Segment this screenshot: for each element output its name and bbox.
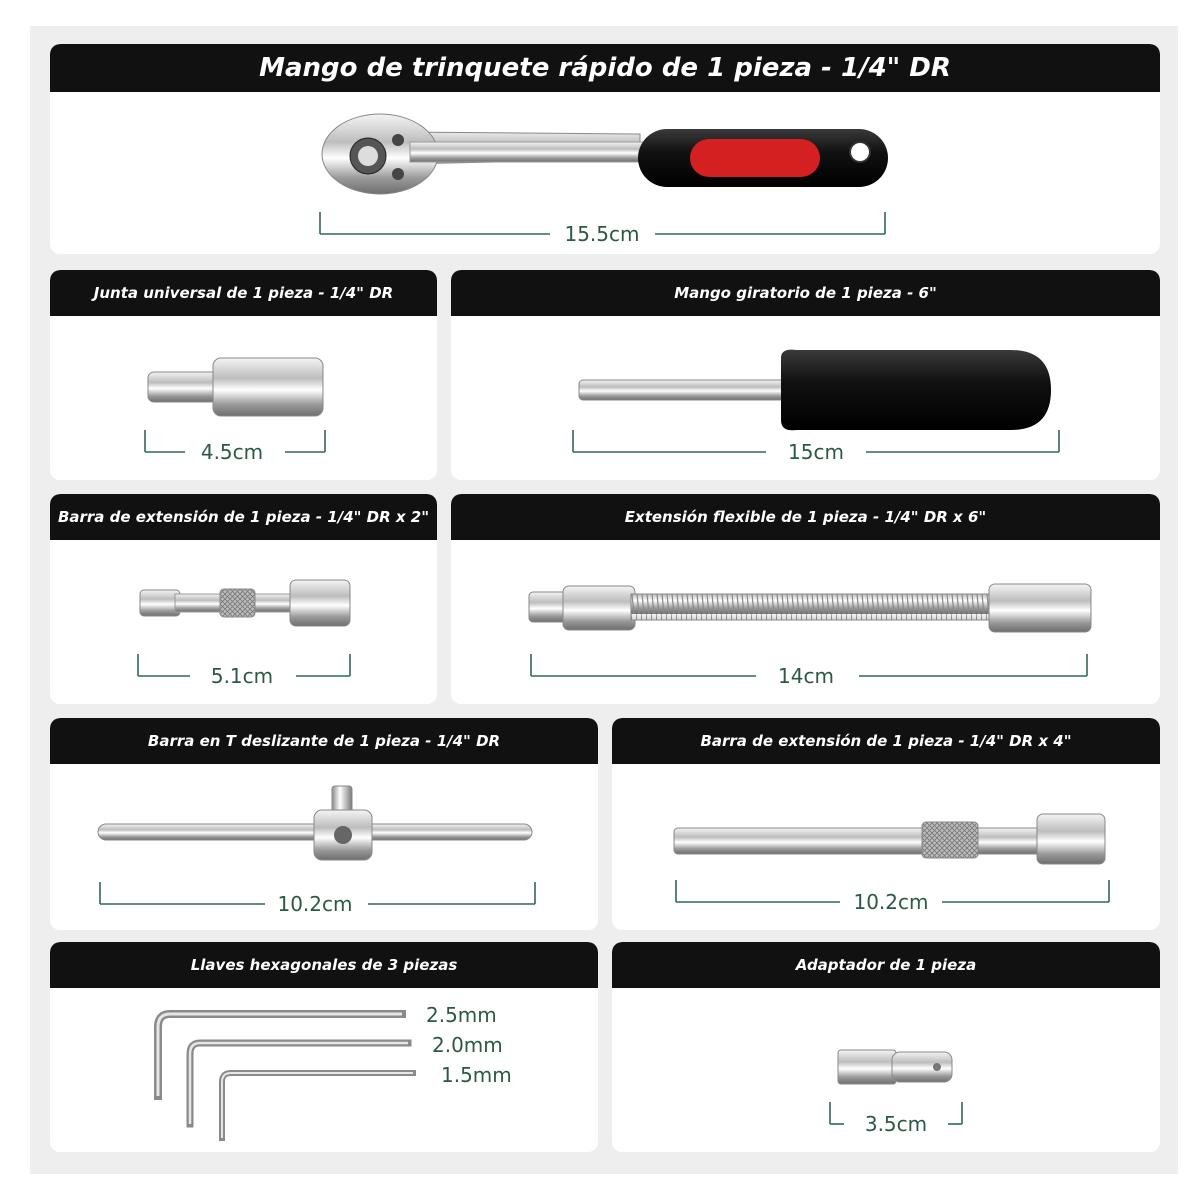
extension-2in-illustration	[50, 494, 437, 704]
measure-label: 3.5cm	[864, 1112, 928, 1136]
card-extension-4in	[612, 718, 1160, 930]
card-adapter	[612, 942, 1160, 1152]
card-extension-2in	[50, 494, 437, 704]
card-title: Llaves hexagonales de 3 piezas	[50, 942, 598, 988]
card-sliding-t-bar	[50, 718, 598, 930]
flexible-extension-illustration	[451, 494, 1160, 704]
sliding-t-bar-illustration	[50, 718, 598, 930]
card-title: Adaptador de 1 pieza	[612, 942, 1160, 988]
product-sheet	[30, 26, 1178, 1174]
card-title: Barra de extensión de 1 pieza - 1/4" DR x 2"	[50, 494, 437, 540]
hex-keys-illustration	[50, 942, 598, 1152]
spinner-grip	[781, 350, 1051, 431]
extension-4in-illustration	[612, 718, 1160, 930]
card-spinner-handle	[451, 270, 1160, 480]
adapter-illustration	[612, 942, 1160, 1152]
measure-label: 10.2cm	[853, 890, 929, 914]
card-flexible-extension	[451, 494, 1160, 704]
size-label: 2.5mm	[426, 1003, 497, 1027]
size-label: 2.0mm	[432, 1033, 503, 1057]
measure-label: 15cm	[788, 440, 844, 464]
universal-joint-illustration	[50, 270, 437, 480]
ratchet-grip	[690, 139, 820, 177]
measure-label: 5.1cm	[210, 664, 274, 688]
card-title: Extensión flexible de 1 pieza - 1/4" DR x 6"	[451, 494, 1160, 540]
card-title: Barra en T deslizante de 1 pieza - 1/4" DR	[50, 718, 598, 764]
card-title: Barra de extensión de 1 pieza - 1/4" DR x 4"	[612, 718, 1160, 764]
spinner-handle-illustration	[451, 270, 1160, 480]
card-title: Mango giratorio de 1 pieza - 6"	[451, 270, 1160, 316]
measure-label: 10.2cm	[277, 892, 353, 916]
card-ratchet	[50, 44, 1160, 254]
measure-label: 4.5cm	[200, 440, 264, 464]
card-title: Junta universal de 1 pieza - 1/4" DR	[50, 270, 437, 316]
size-label: 1.5mm	[441, 1063, 512, 1087]
measure-label: 14cm	[778, 664, 834, 688]
card-title: Mango de trinquete rápido de 1 pieza - 1/4" DR	[50, 44, 1160, 92]
card-universal-joint	[50, 270, 437, 480]
ratchet-illustration	[50, 44, 1160, 254]
measure-label: 15.5cm	[564, 222, 640, 246]
flex-spring	[631, 594, 991, 620]
card-hex-keys	[50, 942, 598, 1152]
